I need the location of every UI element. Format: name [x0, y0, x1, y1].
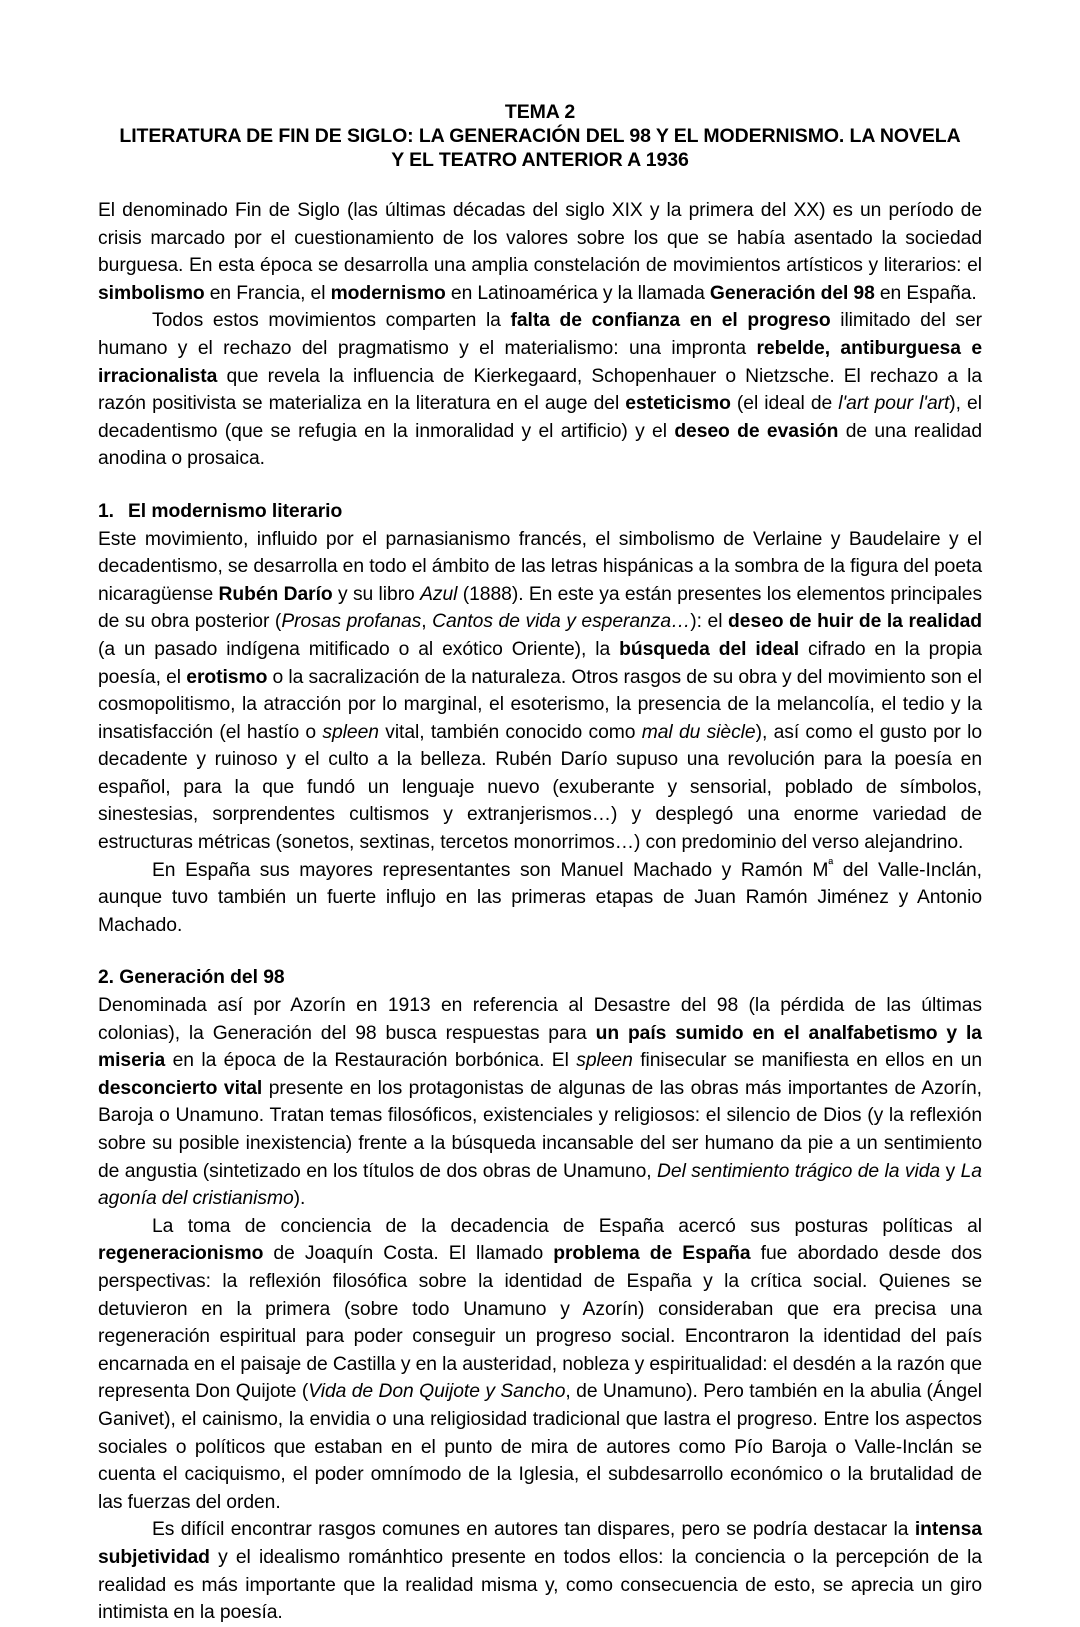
text-run: en la época de la Restauración borbónica. El: [165, 1050, 577, 1072]
text-run: ), el decadentismo (que se refugia en la inmoralidad y el artificio) y el: [98, 393, 982, 442]
section1-paragraph-1: [98, 526, 982, 857]
italic-run: l'art pour l'art: [838, 393, 950, 415]
intro-paragraph-2: [98, 307, 982, 473]
bold-run: esteticismo: [625, 393, 731, 415]
bold-run: Rubén Darío: [218, 583, 333, 605]
italic-run: Del sentimiento trágico de la vida: [657, 1160, 941, 1182]
document-content: [98, 100, 982, 1627]
text-run: En España sus mayores representantes son Manuel Machado y Ramón M: [152, 859, 829, 881]
section1-paragraph-2: [98, 857, 982, 940]
section-heading-2: [98, 964, 982, 992]
text-run: cifrado en la propia poesía, el: [98, 638, 982, 688]
section-heading-1: [98, 498, 982, 526]
section-heading-label: 2. Generación del 98: [98, 967, 285, 989]
section-heading-label: El modernismo literario: [127, 500, 343, 522]
text-run: (1888). En este ya están presentes los elementos principales de su obra posterior (: [98, 583, 983, 633]
bold-run: un país sumido en el analfabetismo y la miseria: [98, 1022, 982, 1072]
bold-run: deseo de evasión: [674, 420, 839, 442]
section-number: 1.: [98, 500, 114, 522]
bold-run: búsqueda del ideal: [619, 638, 800, 660]
text-run: y: [940, 1160, 961, 1182]
italic-run: spleen: [322, 721, 379, 743]
text-run: fue abordado desde dos perspectivas: la reflexión filosófica sobre la identidad de España y la crítica social. Quienes se detuvieron en la primera (sobre todo Unamuno y Azorín) consideraban que era precisa una regeneración espiritual para poder conseguir un progreso social. Encontraron la identidad del país encarnada en el paisaje de Castilla y en la austeridad, nobleza y espiritualidad: el desdén a la razón que representa Don Quijote (: [98, 1243, 982, 1403]
text-run: , de Unamuno). Pero también en la abulia (Ángel Ganivet), el cainismo, la envidia o una religiosidad tradicional que lastra el progreso. Entre los aspectos sociales o políticos que estaban en el punto de mira de autores como Pío Baroja o Valle-Inclán se cuenta el caciquismo, el poder omnímodo de la Iglesia, el subdesarrollo económico o la brutalidad de las fuerzas del orden.: [98, 1381, 982, 1513]
bold-run: desconcierto vital: [98, 1077, 263, 1099]
text-run: Es difícil encontrar rasgos comunes en autores tan dispares, pero se podría destacar la: [152, 1519, 915, 1541]
text-run: Todos estos movimientos comparten la: [152, 310, 511, 332]
bold-run: rebelde, antiburguesa e irracionalista: [98, 337, 982, 387]
text-run: Denominada así por Azorín en 1913 en referencia al Desastre del 98 (la pérdida de las últimas colonias), la Generación del 98 busca respuestas para: [98, 995, 982, 1044]
italic-run: Cantos de vida y esperanza…: [432, 611, 691, 633]
text-run: ).: [293, 1188, 306, 1210]
text-run: Este movimiento, influido por el parnasianismo francés, el simbolismo de Verlaine y Baudelaire y el decadentismo, se desarrolla en todo el ámbito de las letras hispánicas a la sombra de la figura del poeta nicaragüense: [98, 528, 982, 605]
text-run: La toma de conciencia de la decadencia de España acercó sus posturas políticas al: [152, 1215, 982, 1237]
bold-run: falta de confianza en el progreso: [510, 310, 831, 332]
title-line-3: Y EL TEATRO ANTERIOR A 1936: [391, 149, 689, 171]
italic-run: Azul: [420, 583, 458, 605]
page-title: [98, 100, 982, 172]
intro-paragraph-1: [98, 197, 982, 307]
bold-run: Generación del 98: [709, 282, 875, 304]
bold-run: erotismo: [186, 666, 268, 688]
text-run: ,: [421, 611, 433, 633]
bold-run: problema de España: [553, 1243, 751, 1265]
bold-run: intensa subjetividad: [98, 1519, 982, 1568]
text-run: vital, también conocido como: [378, 721, 642, 743]
title-line-2: LITERATURA DE FIN DE SIGLO: LA GENERACIÓN DEL 98 Y EL MODERNISMO. LA NOVELA: [119, 125, 961, 147]
bold-run: regeneracionismo: [98, 1243, 264, 1265]
ordinal-superscript: ª: [828, 856, 834, 872]
text-run: El denominado Fin de Siglo (las últimas décadas del siglo XIX y la primera del XX) es un período de crisis marcado por el cuestionamiento de los valores sobre los que se había asentado la sociedad burguesa. En esta época se desarrolla una amplia constelación de movimientos artísticos y literarios: el: [98, 200, 982, 277]
text-run: ilimitado del ser humano y el rechazo del pragmatismo y el materialismo: una impronta: [98, 310, 982, 359]
bold-run: deseo de huir de la realidad: [728, 611, 982, 633]
text-run: (a un pasado indígena mitificado o al exótico Oriente), la: [98, 638, 620, 660]
italic-run: La agonía del cristianismo: [98, 1160, 982, 1210]
text-run: del Valle-Inclán, aunque tuvo también un fuerte influjo en las primeras etapas de Juan Ramón Jiménez y Antonio Machado.: [98, 859, 982, 936]
italic-run: Vida de Don Quijote y Sancho: [308, 1381, 566, 1403]
italic-run: Prosas profanas: [281, 611, 422, 633]
text-run: o la sacralización de la naturaleza. Otros rasgos de su obra y del movimiento son el cosmopolitismo, la atracción por lo marginal, el esoterismo, la presencia de la melancolía, el tedio y la insatisfacción (el hastío o: [98, 666, 982, 743]
text-run: en Latinoamérica y la llamada: [445, 282, 710, 304]
italic-run: mal du siècle: [641, 721, 756, 743]
text-run: en España.: [874, 282, 977, 304]
text-run: que revela la influencia de Kierkegaard, Schopenhauer o Nietzsche. El rechazo a la razón positivista se materializa en la literatura en el auge del: [98, 365, 982, 415]
bold-run: simbolismo: [98, 282, 205, 304]
text-run: de Joaquín Costa. El llamado: [263, 1243, 554, 1265]
text-run: ), así como el gusto por lo decadente y ruinoso y el culto a la belleza. Rubén Darío supuso una revolución para la poesía en español, para la que fundó un lenguaje nuevo (exuberante y sensorial, poblado de símbolos, sinestesias, sorprendentes cultismos y extranjerismos…) y desplegó una enorme variedad de estructuras métricas (sonetos, sextinas, tercetos monorrimos…) con predominio del verso alejandrino.: [98, 721, 983, 854]
bold-run: modernismo: [330, 282, 446, 304]
text-run: y su libro: [332, 583, 421, 605]
title-line-1: TEMA 2: [504, 101, 576, 123]
text-run: finisecular se manifiesta en ellos en un: [632, 1050, 982, 1072]
section2-paragraph-2: [98, 1213, 982, 1517]
text-run: presente en los protagonistas de algunas de las obras más importantes de Azorín, Baroja o Unamuno. Tratan temas filosóficos, existenciales y religiosos: el silencio de Dios (y la reflexión sobre su posible inexistencia) frente a la búsqueda incansable del ser humano da pie a un sentimiento de angustia (sintetizado en los títulos de dos obras de Unamuno,: [98, 1077, 982, 1182]
text-run: en Francia, el: [204, 282, 331, 304]
text-run: y el idealismo románhtico presente en todos ellos: la conciencia o la percepción de la realidad es más importante que la realidad misma y, como consecuencia de esto, se aprecia un giro intimista en la poesía.: [98, 1546, 982, 1624]
section2-paragraph-3: [98, 1516, 982, 1626]
text-run: ): el: [690, 611, 729, 633]
italic-run: spleen: [576, 1050, 633, 1072]
text-run: de una realidad anodina o prosaica.: [98, 420, 982, 470]
section2-paragraph-1: [98, 992, 982, 1213]
text-run: (el ideal de: [730, 393, 839, 415]
